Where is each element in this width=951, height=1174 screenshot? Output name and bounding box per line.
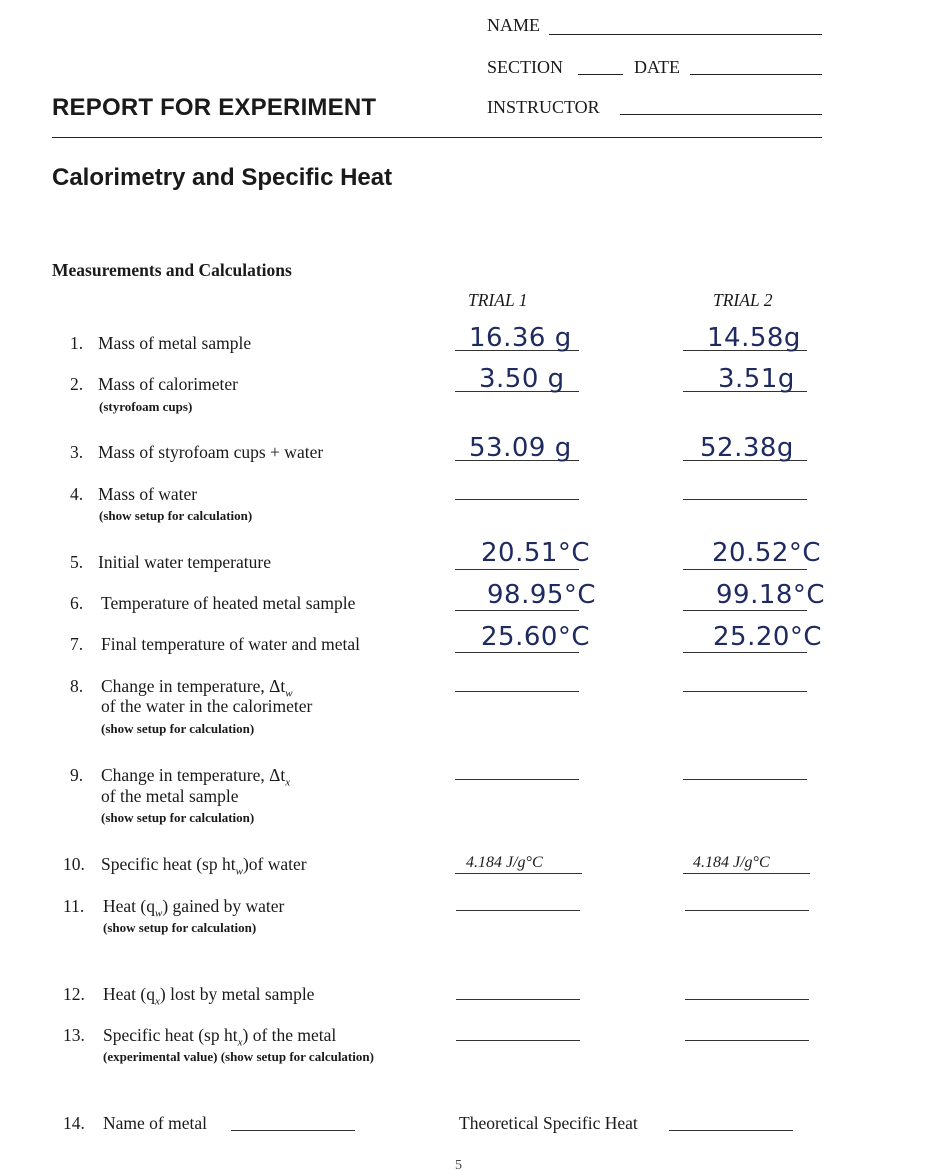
item-number: 1. [70,333,84,353]
item-label-pre: Heat (q [103,896,155,916]
trial2-answer-line[interactable] [683,652,807,653]
item-label-pre: Heat (q [103,984,155,1004]
trial2-answer-line[interactable] [683,499,807,500]
report-title: REPORT FOR EXPERIMENT [52,94,377,121]
item-number: 7. [70,634,84,654]
trial1-answer-line[interactable] [455,569,579,570]
trial2-given-value: 4.184 J/g°C [693,854,770,871]
item-sublabel: (show setup for calculation) [103,920,257,935]
item-label-subscript: x [155,995,160,1008]
item-sublabel: (styrofoam cups) [99,399,193,414]
item-label [103,984,314,1013]
date-label: DATE [634,57,680,77]
trial1-answer: 20.51°C [481,538,591,568]
trial1-answer-line[interactable] [456,999,580,1000]
trial2-answer-line[interactable] [685,1040,809,1041]
item-label [101,854,307,883]
trial2-answer: 99.18°C [716,580,826,610]
item-sublabel: (show setup for calculation) [101,721,255,736]
item-number: 9. [70,765,84,785]
item-number: 2. [70,374,84,394]
trial2-answer-line[interactable] [685,999,809,1000]
trial1-answer-line[interactable] [455,652,579,653]
trial1-answer-line[interactable] [455,691,579,692]
trial1-answer: 25.60°C [481,622,591,652]
trial1-answer: 3.50 g [479,364,565,394]
trial1-answer: 98.95°C [487,580,597,610]
trial2-answer-line[interactable] [683,779,807,780]
item-label-pre: Specific heat (sp ht [103,1025,238,1045]
metal-name-field-line[interactable] [231,1130,355,1131]
trial1-given-value: 4.184 J/g°C [466,854,543,871]
item-label-line2: of the metal sample [101,786,239,806]
trial1-answer-line[interactable] [455,499,579,500]
date-field-line[interactable] [690,74,822,75]
trial2-heading: TRIAL 2 [713,290,773,310]
item-sublabel: (show setup for calculation) [101,810,255,825]
item-number: 13. [63,1025,85,1045]
trial2-answer-line[interactable] [683,610,807,611]
header-divider [52,137,822,138]
section-heading: Measurements and Calculations [52,260,292,280]
theoretical-specific-heat-field-line[interactable] [669,1130,793,1131]
item-label-subscript: w [235,865,243,878]
item-label-post: ) lost by metal sample [159,984,315,1004]
trial1-answer-line[interactable] [455,779,579,780]
item-label-subscript: w [155,907,163,920]
item-label-line2: of the water in the calorimeter [101,696,313,716]
item-label: Final temperature of water and metal [101,634,360,654]
item-label: Mass of calorimeter [98,374,238,394]
trial1-answer-line[interactable] [456,910,580,911]
trial2-answer: 3.51g [718,364,795,394]
item-number: 11. [63,896,85,916]
item-label: Mass of water [98,484,198,504]
item-label-post: )of water [242,854,307,874]
item-label-subscript: w [285,687,293,700]
trial2-answer: 52.38g [700,433,794,463]
item-label: Temperature of heated metal sample [101,593,356,613]
item-label-post: ) of the metal [242,1025,337,1045]
item-label: Initial water temperature [98,552,271,572]
trial1-answer: 16.36 g [469,323,572,353]
trial1-answer-line[interactable] [455,610,579,611]
page-number: 5 [455,1158,462,1173]
trial2-answer: 14.58g [707,323,801,353]
item-number: 10. [63,854,85,874]
trial1-answer-line [455,873,582,874]
instructor-label: INSTRUCTOR [487,97,600,117]
section-label: SECTION [487,57,563,77]
item-number: 14. [63,1113,85,1133]
theoretical-specific-heat-label: Theoretical Specific Heat [459,1113,638,1133]
item-number: 3. [70,442,84,462]
trial1-heading: TRIAL 1 [468,290,528,310]
trial2-answer-line [683,873,810,874]
item-number: 5. [70,552,84,572]
trial2-answer-line[interactable] [685,910,809,911]
item-label: Mass of metal sample [98,333,252,353]
item-label: Mass of styrofoam cups + water [98,442,324,462]
item-sublabel: (experimental value) (show setup for calculation) [103,1049,374,1064]
item-label-post: ) gained by water [162,896,285,916]
trial1-answer: 53.09 g [469,433,572,463]
item-label-pre: Specific heat (sp ht [101,854,236,874]
item-label-text: Change in temperature, Δt [101,765,286,785]
item-label-subscript: x [285,776,291,789]
item-sublabel: (show setup for calculation) [99,508,253,523]
experiment-title: Calorimetry and Specific Heat [52,164,393,191]
trial1-answer-line[interactable] [456,1040,580,1041]
item-label-text: Change in temperature, Δt [101,676,286,696]
metal-name-label: Name of metal [103,1113,207,1133]
item-number: 8. [70,676,84,696]
item-number: 4. [70,484,84,504]
instructor-field-line[interactable] [620,114,822,115]
name-field-line[interactable] [549,34,822,35]
section-field-line[interactable] [578,74,623,75]
trial2-answer: 20.52°C [712,538,822,568]
item-label-subscript: x [237,1036,243,1049]
name-label: NAME [487,15,540,35]
item-number: 6. [70,593,84,613]
trial2-answer-line[interactable] [683,691,807,692]
item-number: 12. [63,984,85,1004]
trial2-answer: 25.20°C [713,622,823,652]
trial2-answer-line[interactable] [683,569,807,570]
